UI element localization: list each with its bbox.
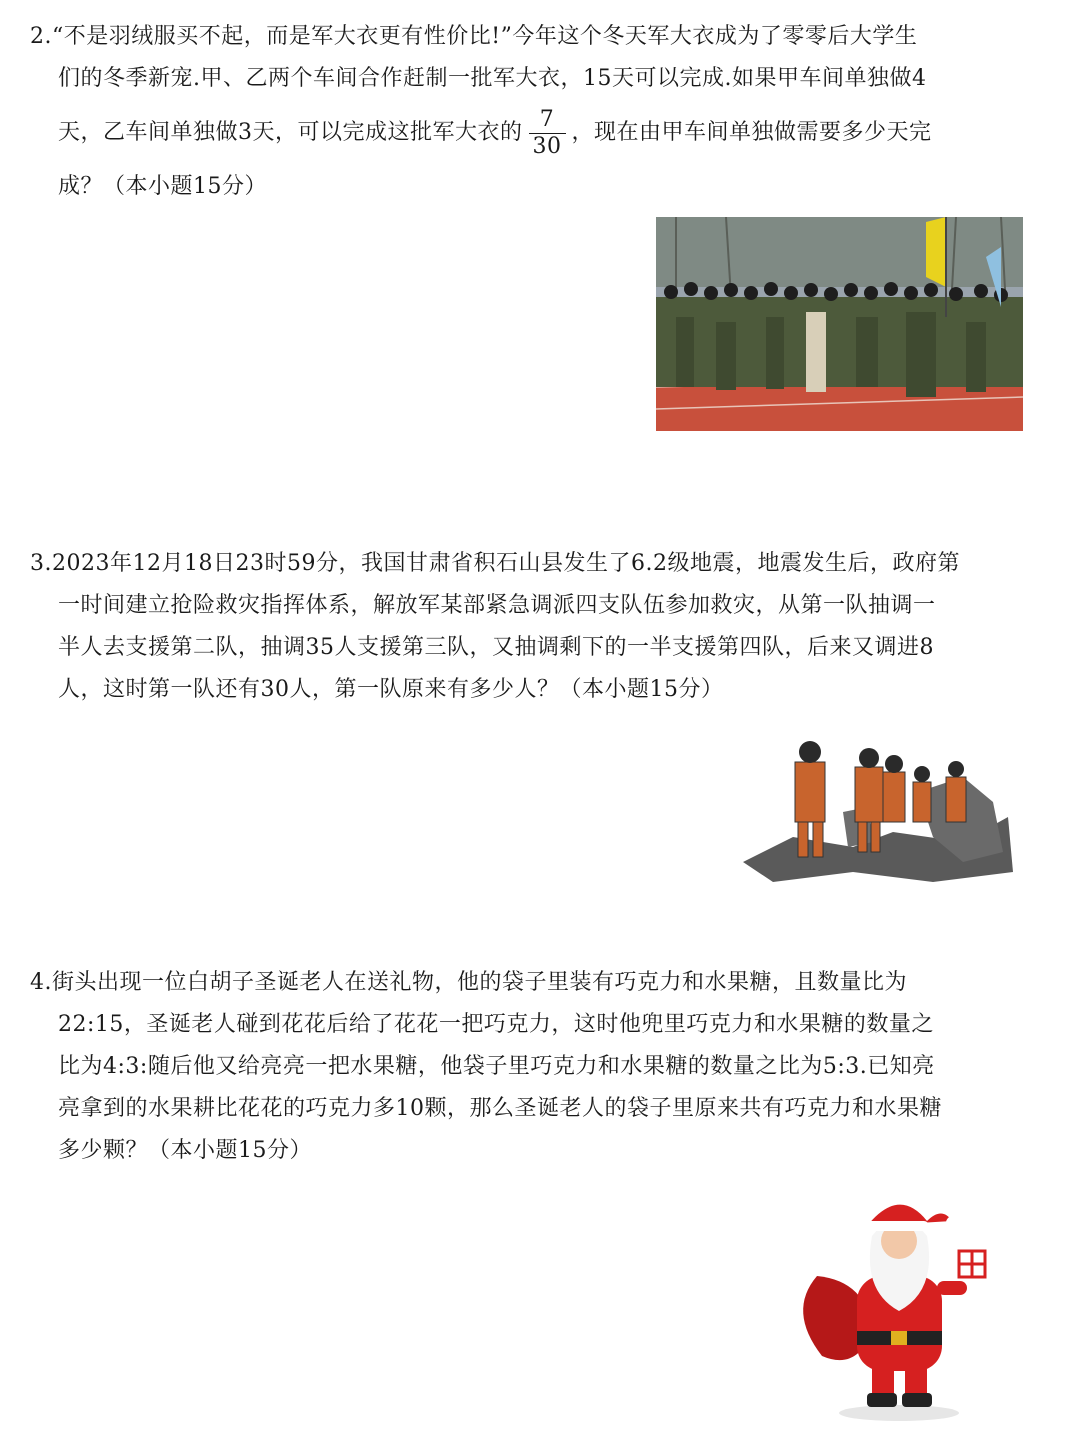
problem-4-line-1: 4.街头出现一位白胡子圣诞老人在送礼物，他的袋子里装有巧克力和水果糖，且数量比为 — [30, 970, 907, 995]
problem-2 — [30, 16, 1025, 208]
problem-4-line-3: 比为4:3:随后他又给亮亮一把水果糖，他袋子里巧克力和水果糖的数量之比为5:3.已知亮 — [58, 1054, 935, 1079]
problem-2-line-3-text-a: 天，乙车间单独做3天，可以完成这批军大衣的 — [58, 120, 523, 145]
fraction-denominator: 30 — [529, 133, 566, 160]
fraction-numerator: 7 — [539, 106, 555, 132]
problem-2-line-3 — [30, 100, 1025, 166]
rescue-workers-illustration — [733, 722, 1018, 892]
problem-3-line-1: 3.2023年12月18日23时59分，我国甘肃省积石山县发生了6.2级地震，地震发生后，政府第 — [30, 551, 960, 576]
problem-4-line-4: 亮拿到的水果耕比花花的巧克力多10颗，那么圣诞老人的袋子里原来共有巧克力和水果糖 — [58, 1096, 942, 1121]
problem-3-line-3: 半人去支援第二队，抽调35人支援第三队，又抽调剩下的一半支援第四队，后来又调进8 — [58, 635, 934, 660]
problem-2-line-3-text-b: ，现在由甲车间单独做需要多少天完 — [571, 120, 932, 145]
students-in-army-coats-photo — [656, 217, 1023, 431]
problem-2-line-2: 们的冬季新宠.甲、乙两个车间合作赶制一批军大衣，15天可以完成.如果甲车间单独做4 — [58, 66, 927, 91]
santa-claus-illustration — [777, 1181, 1022, 1426]
problem-4-line-2: 22:15，圣诞老人碰到花花后给了花花一把巧克力，这时他兜里巧克力和水果糖的数量之 — [58, 1012, 934, 1037]
problem-3-line-4: 人，这时第一队还有30人，第一队原来有多少人？（本小题15分） — [58, 677, 724, 702]
problem-4 — [30, 962, 1025, 1172]
fraction — [529, 107, 566, 160]
problem-4-line-5: 多少颗？（本小题15分） — [58, 1138, 312, 1163]
problem-2-line-1: 2.“不是羽绒服买不起，而是军大衣更有性价比!”今年这个冬天军大衣成为了零零后大学生 — [30, 24, 918, 49]
problem-3 — [30, 543, 1025, 711]
problem-2-line-4: 成？（本小题15分） — [58, 174, 267, 199]
problem-3-line-2: 一时间建立抢险救灾指挥体系，解放军某部紧急调派四支队伍参加救灾，从第一队抽调一 — [58, 593, 936, 618]
